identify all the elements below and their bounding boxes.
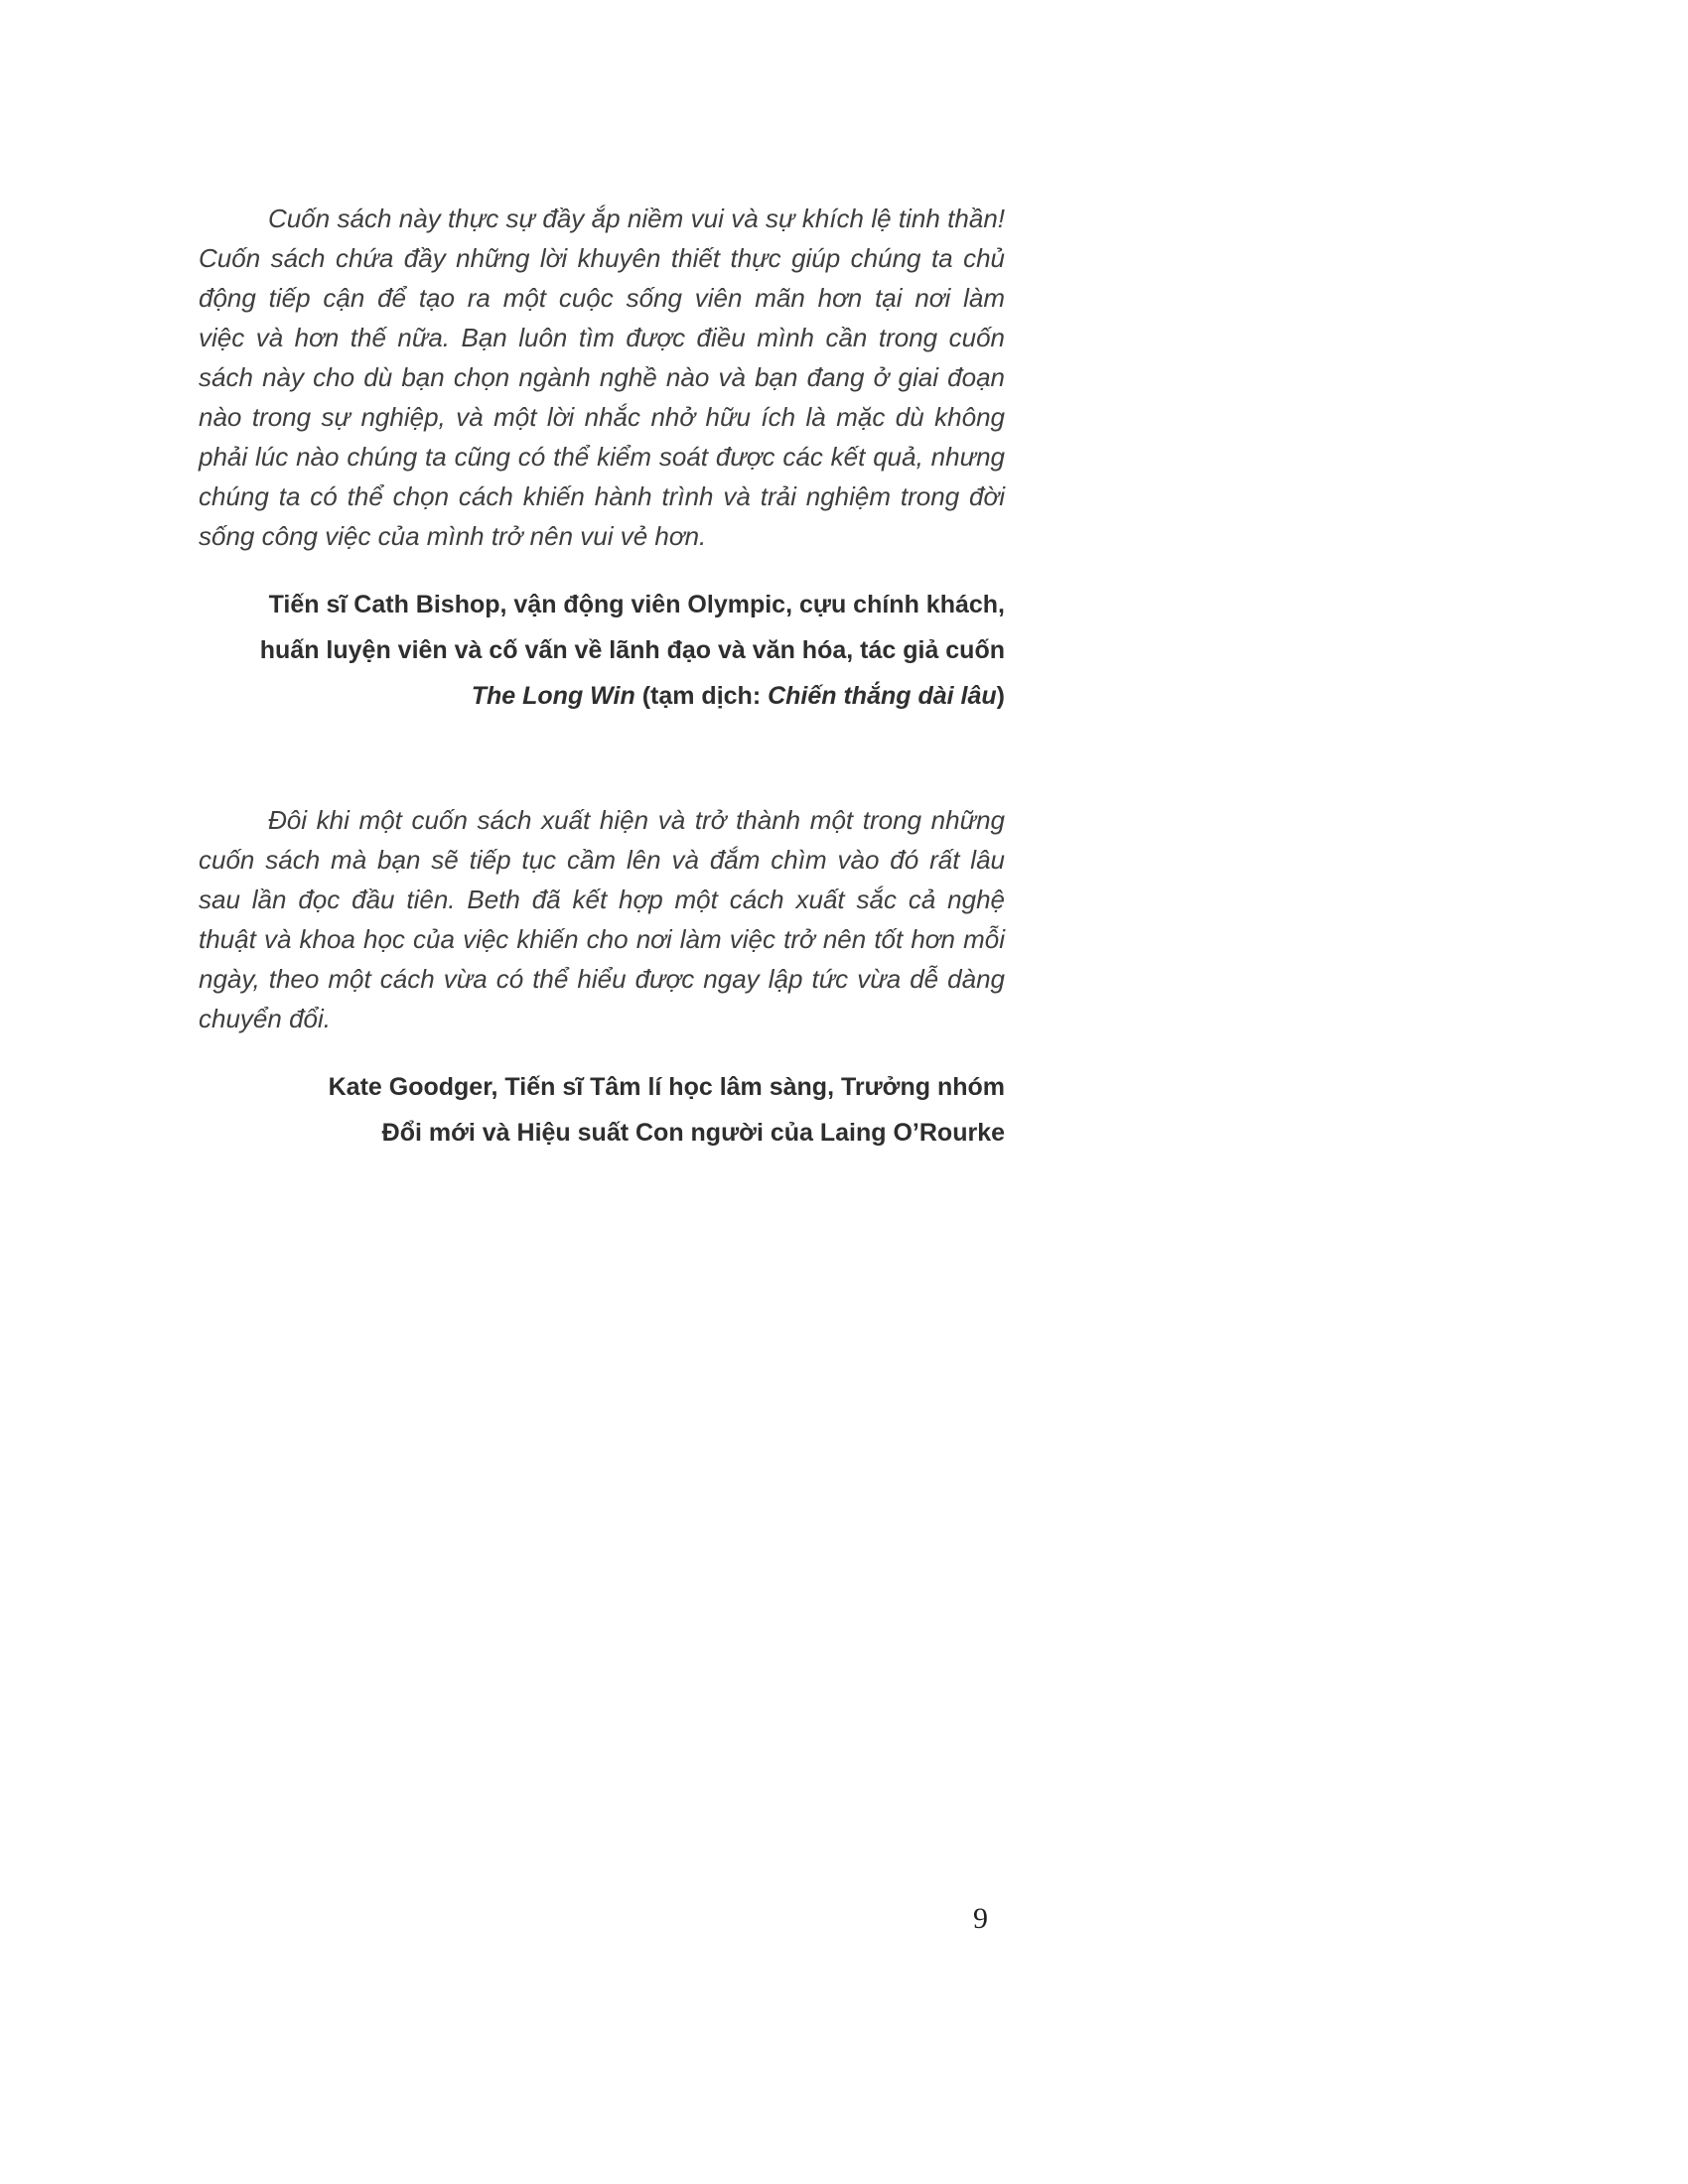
- quote-line: Cuốn sách này thực sự đầy ắp niềm vui và sự khích lệ tinh thần!: [268, 204, 1005, 233]
- attribution-line: huấn luyện viên và cố vấn về lãnh đạo và văn hóa, tác giả cuốn: [259, 636, 1005, 664]
- quote-line: sách này cho dù bạn chọn ngành nghề nào và bạn đang ở giai đoạn: [199, 362, 1005, 392]
- quote-line: nào trong sự nghiệp, và một lời nhắc nhở hữu ích là mặc dù không: [199, 402, 1005, 432]
- attribution-line: Kate Goodger, Tiến sĩ Tâm lí học lâm sàng, Trưởng nhóm: [328, 1073, 1005, 1101]
- testimonial-quote-1: [199, 199, 1005, 556]
- attribution-text: ): [996, 682, 1005, 710]
- attribution-line: Tiến sĩ Cath Bishop, vận động viên Olympic, cựu chính khách,: [268, 591, 1005, 618]
- page-number: 9: [973, 1902, 988, 1935]
- quote-line: chuyển đổi.: [199, 1004, 331, 1033]
- quote-line: chúng ta có thể chọn cách khiến hành trình và trải nghiệm trong đời: [199, 481, 1005, 511]
- quote-line: việc và hơn thế nữa. Bạn luôn tìm được điều mình cần trong cuốn: [199, 323, 1005, 352]
- attribution-text: (tạm dịch:: [634, 682, 769, 710]
- quote-line: thuật và khoa học của việc khiến cho nơi làm việc trở nên tốt hơn mỗi: [199, 924, 1005, 954]
- quote-line: sống công việc của mình trở nên vui vẻ hơn.: [199, 521, 707, 551]
- attribution-line: Đổi mới và Hiệu suất Con người của Laing O’Rourke: [381, 1119, 1005, 1147]
- attribution-line: [199, 673, 1005, 719]
- quote-line: phải lúc nào chúng ta cũng có thể kiểm soát được các kết quả, nhưng: [199, 442, 1005, 472]
- quote-line: Cuốn sách chứa đầy những lời khuyên thiết thực giúp chúng ta chủ: [199, 243, 1005, 273]
- quote-line: Đôi khi một cuốn sách xuất hiện và trở thành một trong những: [268, 805, 1005, 835]
- attribution-kate-goodger: [199, 1064, 1005, 1156]
- page-content: [199, 199, 1005, 1156]
- book-title-vietnamese: Chiến thắng dài lâu: [768, 682, 997, 710]
- quote-line: động tiếp cận để tạo ra một cuộc sống viên mãn hơn tại nơi làm: [199, 283, 1005, 313]
- testimonial-quote-2: [199, 800, 1005, 1038]
- quote-line: sau lần đọc đầu tiên. Beth đã kết hợp một cách xuất sắc cả nghệ: [199, 885, 1005, 914]
- book-title-english: The Long Win: [471, 682, 635, 710]
- quote-line: cuốn sách mà bạn sẽ tiếp tục cầm lên và đắm chìm vào đó rất lâu: [199, 845, 1005, 875]
- quote-line: ngày, theo một cách vừa có thể hiểu được ngay lập tức vừa dễ dàng: [199, 964, 1005, 994]
- attribution-cath-bishop: [199, 582, 1005, 719]
